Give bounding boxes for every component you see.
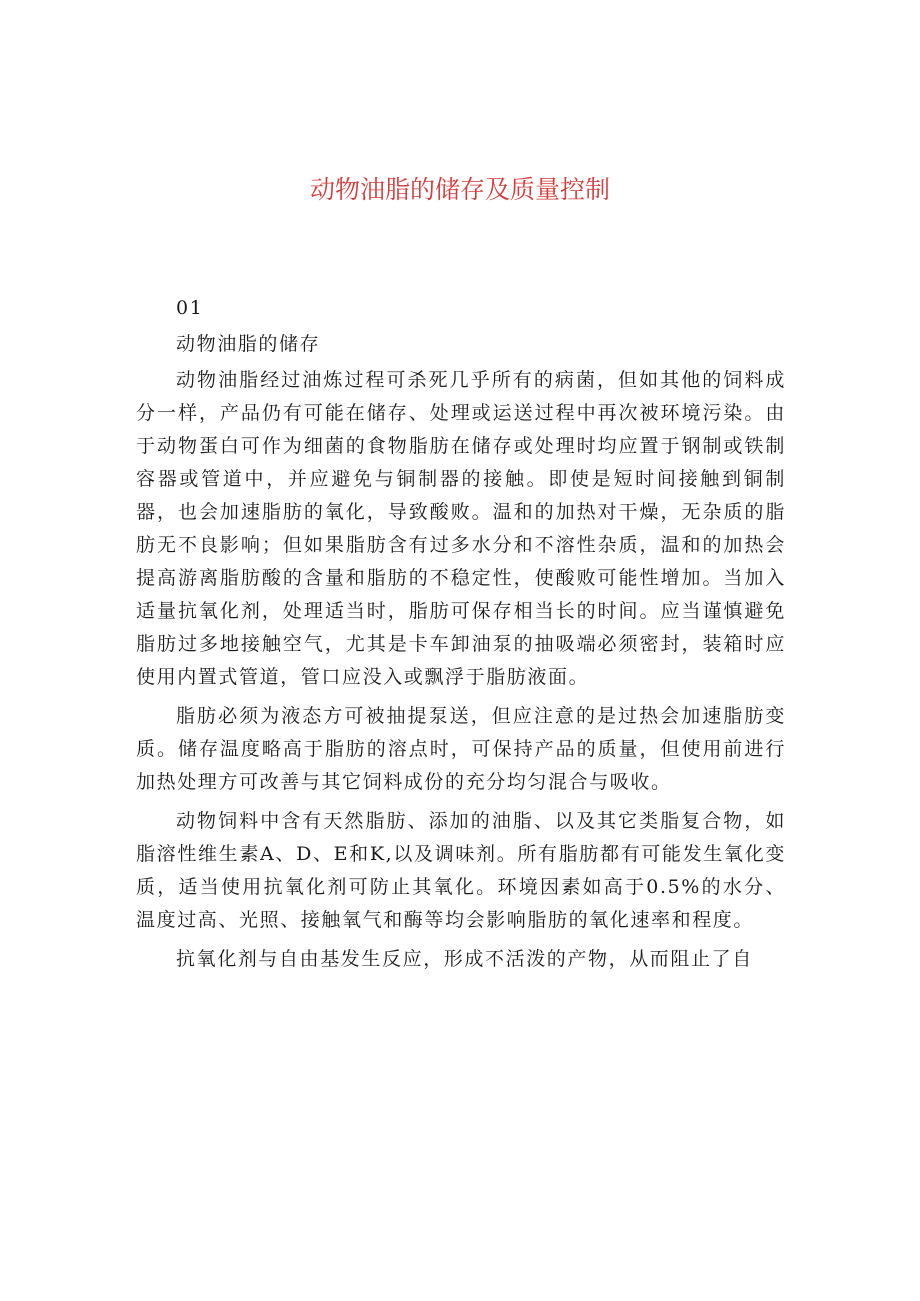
body-paragraph: 动物油脂经过油炼过程可杀死几乎所有的病菌，但如其他的饲料成分一样，产品仍有可能在储存、处理或运送过程中再次被环境污染。由于动物蛋白可作为细菌的食物脂肪在储存或处理时均应置于钢制或铁制容器或管道中，并应避免与铜制器的接触。即使是短时间接触到铜制器，也会加速脂肪的氧化，导致酸败。温和的加热对干燥，无杂质的脂肪无不良影响；但如果脂肪含有过多水分和不溶性杂质，温和的加热会提高游离脂肪酸的含量和脂肪的不稳定性，使酸败可能性增加。当加入适量抗氧化剂，处理适当时，脂肪可保存相当长的时间。应当谨慎避免脂肪过多地接触空气，尤其是卡车卸油泵的抽吸端必须密封，装箱时应使用内置式管道，管口应没入或飘浮于脂肪液面。 xyxy=(136,369,786,688)
document-title: 动物油脂的储存及质量控制 xyxy=(309,175,610,204)
body-paragraph: 动物饲料中含有天然脂肪、添加的油脂、以及其它类脂复合物，如脂溶性维生素A、D、E和K,以及调味剂。所有脂肪都有可能发生氧化变质，适当使用抗氧化剂可防止其氧化。环境因素如高于0.5%的水分、温度过高、光照、接触氧气和酶等均会影响脂肪的氧化速率和程度。 xyxy=(136,810,786,931)
body-paragraph: 脂肪必须为液态方可被抽提泵送，但应注意的是过热会加速脂肪变质。储存温度略高于脂肪的溶点时，可保持产品的质量，但使用前进行加热处理方可改善与其它饲料成份的充分均匀混合与吸收。 xyxy=(136,705,786,793)
document-body xyxy=(136,292,786,982)
section-heading: 动物油脂的储存 xyxy=(176,333,321,355)
body-paragraph: 抗氧化剂与自由基发生反应，形成不活泼的产物，从而阻止了自 xyxy=(176,948,753,970)
section-number: 01 xyxy=(176,297,204,319)
